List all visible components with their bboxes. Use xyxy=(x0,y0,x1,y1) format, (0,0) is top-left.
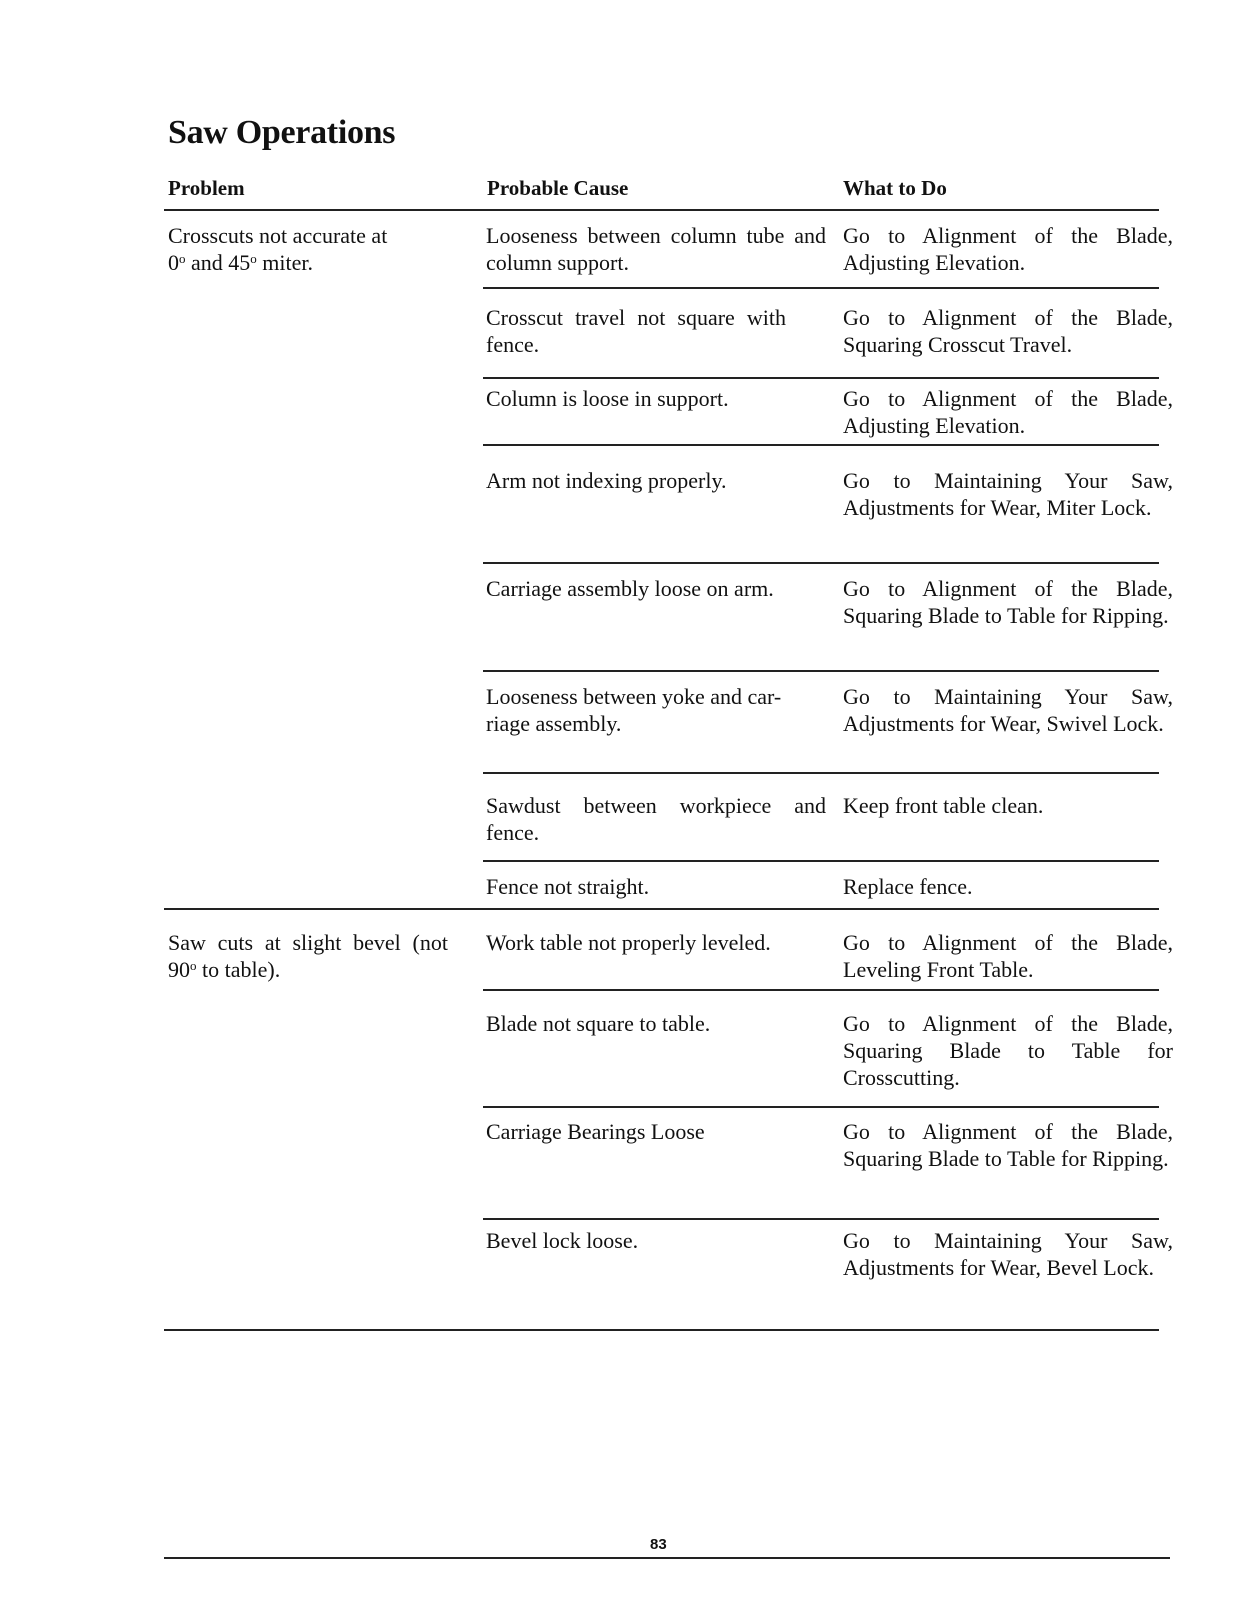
action-cell: Go to Alignment of the Blade, Squaring Blade to Table for Ripping. xyxy=(843,1119,1173,1171)
row-divider xyxy=(483,444,1159,446)
action-cell: Go to Maintaining Your Saw, Adjustments for Wear, Swivel Lock. xyxy=(843,684,1173,736)
row-divider xyxy=(483,287,1159,289)
header-rule xyxy=(164,209,1159,211)
cause-cell: Looseness between yoke and car- riage assembly. xyxy=(486,684,782,736)
page-title: Saw Operations xyxy=(168,114,396,151)
cause-cell: Column is loose in support. xyxy=(486,386,729,411)
cause-cell: Looseness between column tube and column support. xyxy=(486,223,826,275)
row-divider xyxy=(483,1218,1159,1220)
column-header-probable-cause: Probable Cause xyxy=(487,176,629,200)
action-cell: Go to Maintaining Your Saw, Adjustments for Wear, Bevel Lock. xyxy=(843,1228,1173,1280)
cause-cell: Blade not square to table. xyxy=(486,1011,711,1036)
problem-cell: Crosscuts not accurate at 0$^o$ and 45$^o$ miter. xyxy=(168,223,388,275)
cause-cell: Bevel lock loose. xyxy=(486,1228,639,1253)
table-bottom-rule xyxy=(164,1329,1159,1331)
column-header-problem: Problem xyxy=(168,176,245,200)
action-cell: Go to Alignment of the Blade, Adjusting Elevation. xyxy=(843,223,1173,275)
row-divider xyxy=(483,860,1159,862)
cause-cell: Carriage assembly loose on arm. xyxy=(486,576,774,601)
action-cell: Go to Alignment of the Blade, Squaring Blade to Table for Ripping. xyxy=(843,576,1173,628)
action-cell: Go to Alignment of the Blade, Squaring Blade to Table for Crosscutting. xyxy=(843,1011,1173,1090)
page-number: 83 xyxy=(650,1536,667,1553)
section-rule xyxy=(164,908,1159,910)
row-divider xyxy=(483,377,1159,379)
row-divider xyxy=(483,772,1159,774)
problem-cell: Saw cuts at slight bevel (not 90$^o$ to table). xyxy=(168,930,448,982)
row-divider xyxy=(483,562,1159,564)
cause-cell: Fence not straight. xyxy=(486,874,650,899)
action-cell: Keep front table clean. xyxy=(843,793,1044,818)
cause-cell: Work table not properly leveled. xyxy=(486,930,771,955)
cause-cell: Arm not indexing properly. xyxy=(486,468,727,493)
row-divider xyxy=(483,1106,1159,1108)
row-divider xyxy=(483,989,1159,991)
row-divider xyxy=(483,670,1159,672)
cause-cell: Carriage Bearings Loose xyxy=(486,1119,705,1144)
action-cell: Go to Alignment of the Blade, Squaring Crosscut Travel. xyxy=(843,305,1173,357)
cause-cell: Crosscut travel not square with fence. xyxy=(486,305,786,357)
footer-rule xyxy=(164,1557,1170,1559)
cause-cell: Sawdust between workpiece and fence. xyxy=(486,793,826,845)
column-header-what-to-do: What to Do xyxy=(843,176,947,200)
action-cell: Replace fence. xyxy=(843,874,973,899)
action-cell: Go to Alignment of the Blade, Leveling Front Table. xyxy=(843,930,1173,982)
action-cell: Go to Maintaining Your Saw, Adjustments for Wear, Miter Lock. xyxy=(843,468,1173,520)
action-cell: Go to Alignment of the Blade, Adjusting Elevation. xyxy=(843,386,1173,438)
